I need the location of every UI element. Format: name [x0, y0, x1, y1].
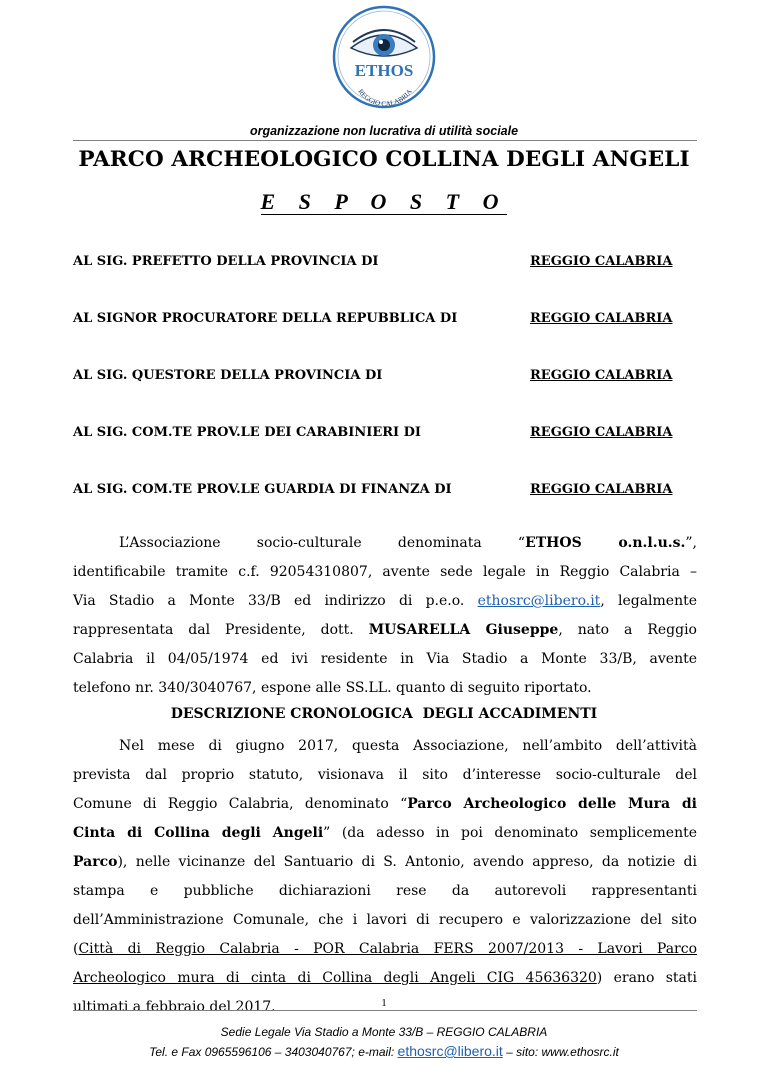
tagline: organizzazione non lucrativa di utilità sociale	[249, 124, 519, 138]
text-line: Calabria il 04/05/1974 ed ivi residente in Via Stadio a Monte 33/B, avente	[73, 651, 697, 667]
text-line: Via Stadio a Monte 33/B ed indirizzo di p.e.o. ethosrc@libero.it, legalmente	[73, 593, 698, 609]
addressee-city: REGGIO CALABRIA	[530, 311, 673, 326]
addressee-city: REGGIO CALABRIA	[530, 368, 673, 383]
text-line: dell’Amministrazione Comunale, che i lavori di recupero e valorizzazione del sito	[73, 912, 697, 928]
addressee-row	[73, 425, 697, 445]
addressee-row	[73, 254, 697, 274]
header-divider	[73, 140, 697, 141]
text-line: prevista dal proprio statuto, visionava il sito d’interesse socio-culturale del	[73, 767, 697, 783]
document-type-text: E S P O S T O	[260, 189, 508, 214]
text-line: Archeologico mura di cinta di Collina degli Angeli CIG 45636320) erano stati	[73, 970, 697, 986]
text-line: Comune di Reggio Calabria, denominato “Parco Archeologico delle Mura di	[73, 796, 697, 812]
text-line: rappresentata dal Presidente, dott. MUSARELLA Giuseppe, nato a Reggio	[73, 622, 697, 638]
addressee-label: AL SIG. PREFETTO DELLA PROVINCIA DI	[73, 254, 379, 269]
text-line: stampa e pubbliche dichiarazioni rese da autorevoli rappresentanti	[73, 883, 697, 899]
addressee-row	[73, 311, 697, 331]
addressee-city: REGGIO CALABRIA	[530, 425, 673, 440]
page-title: PARCO ARCHEOLOGICO COLLINA DEGLI ANGELI	[78, 147, 690, 172]
addressee-city: REGGIO CALABRIA	[530, 482, 673, 497]
eye-icon	[331, 4, 437, 110]
section-heading: DESCRIZIONE CRONOLOGICA DEGLI ACCADIMENTI	[170, 706, 598, 722]
logo-city: REGGIO CALABRIA	[356, 87, 414, 109]
addressee-row	[73, 368, 697, 388]
addressee-label: AL SIG. COM.TE PROV.LE DEI CARABINIERI DI	[73, 425, 422, 440]
ethos-logo	[331, 4, 437, 110]
email-link[interactable]: ethosrc@libero.it	[477, 593, 601, 609]
addressee-city: REGGIO CALABRIA	[530, 254, 673, 269]
footer-contacts: Tel. e Fax 0965596106 – 3403040767; e-mail: ethosrc@libero.it – sito: www.ethosrc.it	[149, 1043, 619, 1059]
addressee-label: AL SIG. QUESTORE DELLA PROVINCIA DI	[73, 368, 383, 383]
footer-address: Sedie Legale Via Stadio a Monte 33/B – REGGIO CALABRIA	[220, 1025, 548, 1039]
text-line: Parco), nelle vicinanze del Santuario di S. Antonio, avendo appreso, da notizie di	[73, 854, 697, 870]
text-line: Nel mese di giugno 2017, questa Associazione, nell’ambito dell’attività	[119, 738, 697, 754]
text-line: telefono nr. 340/3040767, espone alle SS.LL. quanto di seguito riportato.	[73, 680, 592, 696]
text-line: L’Associazione socio-culturale denominata “ETHOS o.n.l.u.s.”,	[119, 535, 697, 551]
text-line: identificabile tramite c.f. 92054310807, avente sede legale in Reggio Calabria –	[73, 564, 697, 580]
text-line: (Città di Reggio Calabria - POR Calabria FERS 2007/2013 - Lavori Parco	[73, 941, 697, 957]
document-type	[0, 189, 768, 215]
text-line: ultimati a febbraio del 2017.	[73, 999, 276, 1015]
footer-divider	[73, 1010, 697, 1011]
page-number: 1	[381, 997, 387, 1009]
footer-email-link[interactable]: ethosrc@libero.it	[397, 1043, 503, 1059]
logo-name: ETHOS	[354, 61, 414, 80]
addressee-label: AL SIG. COM.TE PROV.LE GUARDIA DI FINANZA DI	[73, 482, 452, 497]
addressee-label: AL SIGNOR PROCURATORE DELLA REPUBBLICA DI	[73, 311, 458, 326]
addressee-row	[73, 482, 697, 502]
text-line: Cinta di Collina degli Angeli” (da adesso in poi denominato semplicemente	[73, 825, 697, 841]
